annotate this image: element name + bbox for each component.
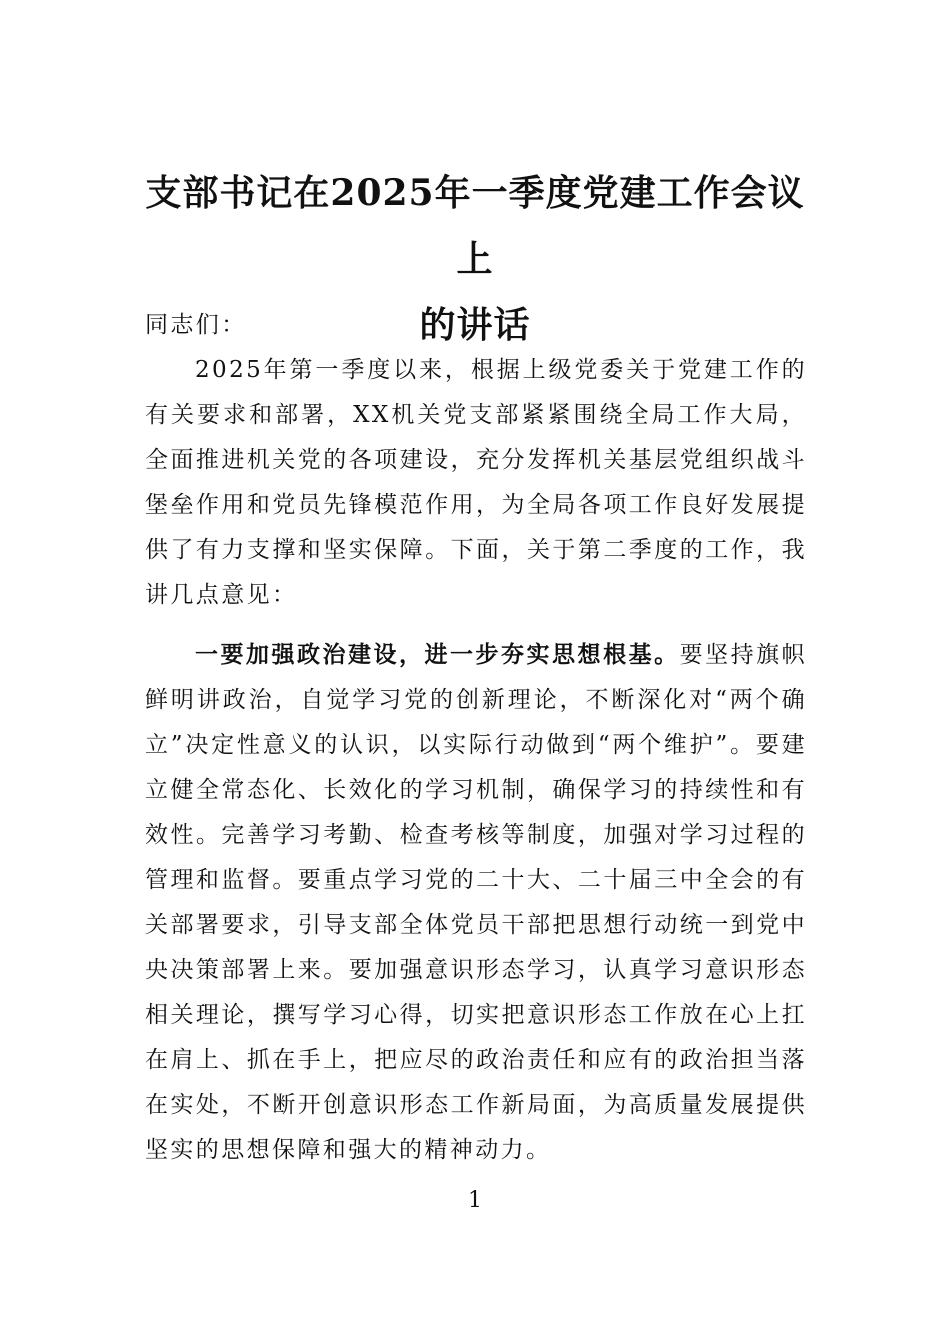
title-line-1: 支部书记在2025年一季度党建工作会议上 <box>145 172 805 280</box>
salutation: 同志们： <box>145 312 247 338</box>
paragraph-intro: 2025年第一季度以来，根据上级党委关于党建工作的有关要求和部署，XX机关党支部紧紧围绕全局工作大局，全面推进机关党的各项建设，充分发挥机关基层党组织战斗堡垒作用和党员先锋模范作用，为全局各项工作良好发展提供了有力支撑和坚实保障。下面，关于第二季度的工作，我讲几点意见： <box>145 357 807 608</box>
document-body <box>145 303 807 1173</box>
title-line-2: 的讲话 <box>419 304 531 346</box>
paragraph-lead-heading: 一要加强政治建设，进一步夯实思想根基。 <box>195 641 680 668</box>
page-number: 1 <box>468 1188 482 1213</box>
paragraph-political-building <box>145 632 807 1173</box>
paragraph-body: 要坚持旗帜鲜明讲政治，自觉学习党的创新理论，不断深化对“两个确立”决定性意义的认识，以实际行动做到“两个维护”。要建立健全常态化、长效化的学习机制，确保学习的持续性和有效性。完善学习考勤、检查考核等制度，加强对学习过程的管理和监督。要重点学习党的二十大、二十届三中全会的有关部署要求，引导支部全体党员干部把思想行动统一到党中央决策部署上来。要加强意识形态学习，认真学习意识形态相关理论，撰写学习心得，切实把意识形态工作放在心上扛在肩上、抓在手上，把应尽的政治责任和应有的政治担当落在实处，不断开创意识形态工作新局面，为高质量发展提供坚实的思想保障和强大的精神动力。 <box>145 642 807 1163</box>
